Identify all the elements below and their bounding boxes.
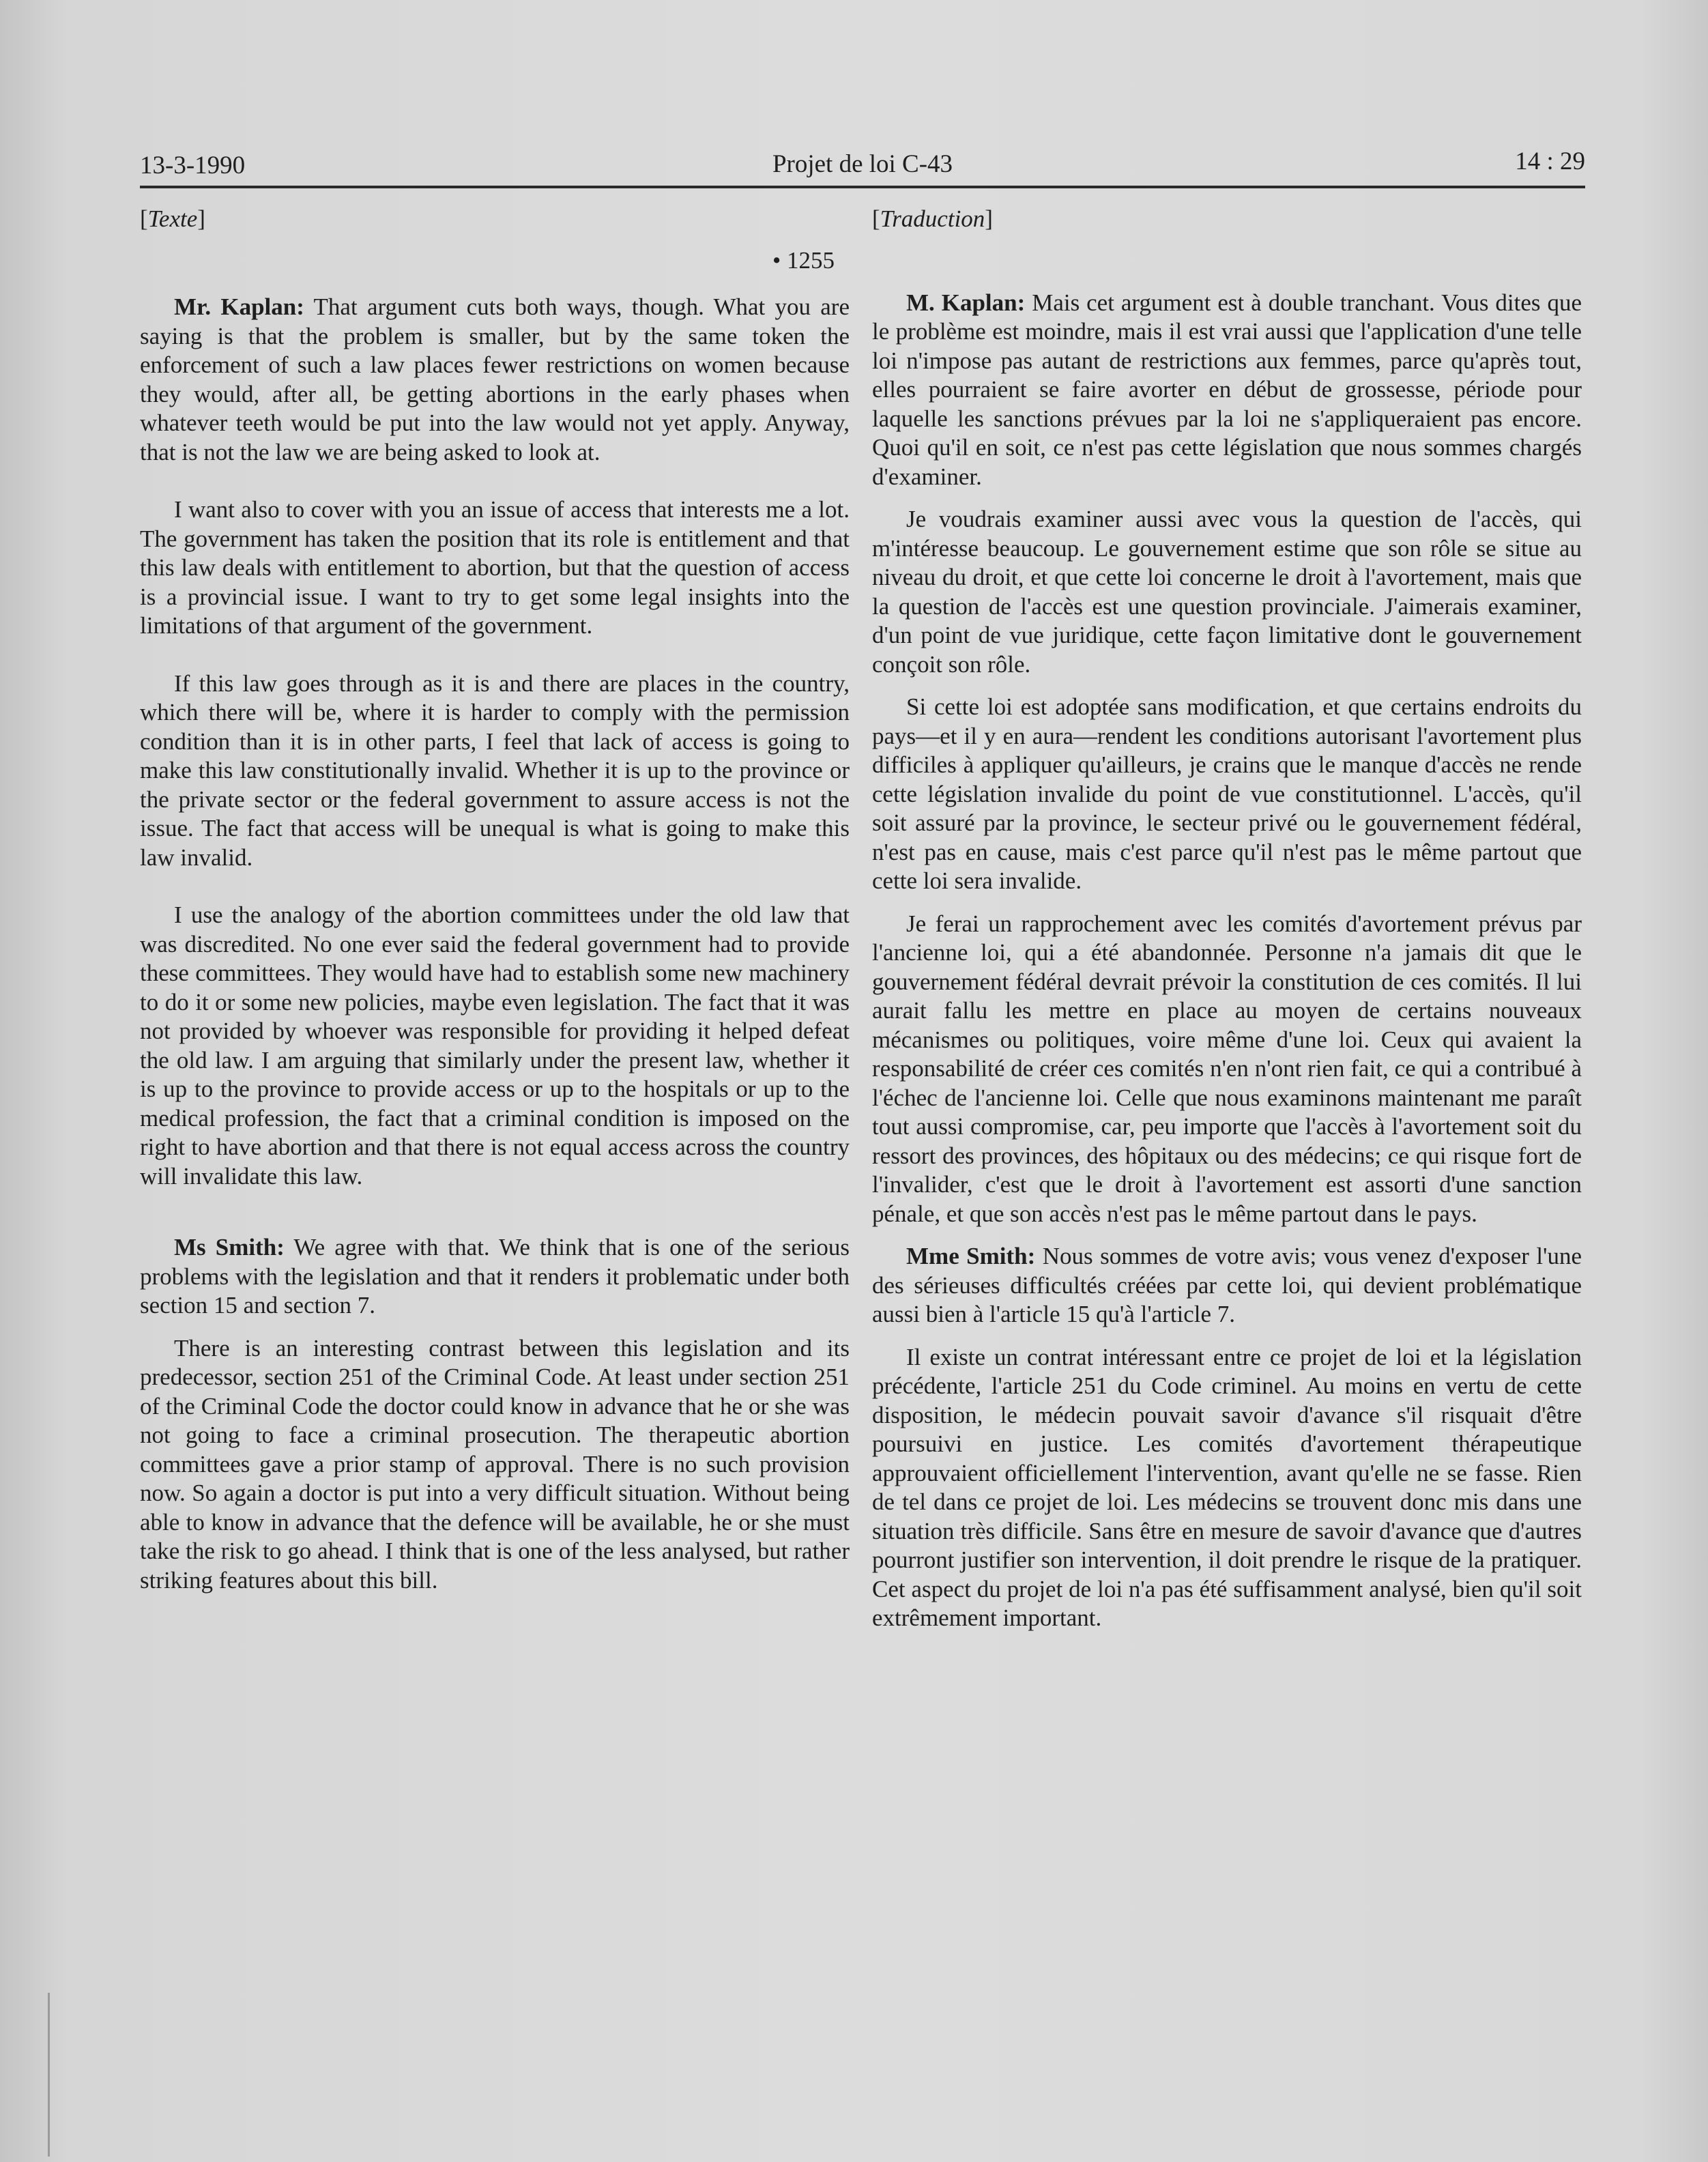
paragraph-text: If this law goes through as it is and there are places in the country, which there will be, where it is harder to comply with the permission condition than it is in other parts, I feel that lack of access is going to make this law constitutionally invalid. Whether it is up to the province or the private sector or the federal government to assure access is not the issue. The fact that access will be unequal is what is going to make this law invalid. xyxy=(140,669,850,871)
paragraph xyxy=(140,1334,850,1596)
speaker-name: Mr. Kaplan: xyxy=(174,293,304,320)
paragraph-text: Si cette loi est adoptée sans modification, et que certains endroits du pays—et il y en aura—rendent les conditions autorisant l'avortement plus difficiles à appliquer qu'ailleurs, je crains que le manque d'accès ne rende cette législation invalide du point de vue constitutionnel. L'accès, qu'il soit assuré par la province, le secteur privé ou le gouvernement fédéral, n'est pas en cause, mais c'est parce qu'il n'est pas le même partout que cette loi sera invalide. xyxy=(872,693,1582,894)
column-label: [Texte] xyxy=(140,205,205,232)
paragraph-text: Je voudrais examiner aussi avec vous la question de l'accès, qui m'intéresse beaucoup. Le gouvernement estime que son rôle se situe au niveau du droit, et que cette loi concerne le droit à l'avortement, mais que la question de l'accès est une question provinciale. J'aimerais examiner, d'un point de vue juridique, cette façon limitative dont le gouvernement conçoit son rôle. xyxy=(872,506,1582,678)
paragraph xyxy=(872,910,1582,1229)
paragraph-text: Il existe un contrat intéressant entre ce projet de loi et la législation précédente, l'article 251 du Code criminel. Au moins en vertu de cette disposition, le médecin pouvait savoir d'avance s'il risquait d'être poursuivi en justice. Les comités d'avortement thérapeutique approuvaient officiellement l'intervention, avant qu'elle ne se fasse. Rien de tel dans ce projet de loi. Les médecins se trouvent donc mis dans une situation très difficile. Sans être en mesure de savoir d'avance que d'autres pourront justifier son intervention, il doit prendre le risque de la pratiquer. Cet aspect du projet de loi n'a pas été suffisamment analysé, bien qu'il soit extrêmement important. xyxy=(872,1343,1582,1631)
paragraph xyxy=(140,1233,850,1321)
paragraph-text: Je ferai un rapprochement avec les comités d'avortement prévus par l'ancienne loi, qui a été abandonnée. Personne n'a jamais dit que le gouvernement fédéral devrait prévoir la constitution de ces comités. Il lui aurait fallu les mettre en place au moyen de certains nouveaux mécanismes ou politiques, voire même d'une loi. Ceux qui avaient la responsabilité de créer ces comités n'en n'ont rien fait, ce qui a contribué à l'échec de l'ancienne loi. Celle que nous examinons maintenant me paraît tout aussi compromise, car, peu importe que l'accès à l'avortement soit du ressort des provinces, des hôpitaux ou des médecins; ce qui risque fort de l'invalider, c'est que le droit à l'avortement est assorti d'une sanction pénale, et que son accès n'est pas le même partout dans le pays. xyxy=(872,910,1582,1227)
paragraph xyxy=(872,693,1582,896)
left-column xyxy=(140,205,850,1595)
column-label: [Traduction] xyxy=(872,205,993,232)
page-header xyxy=(140,145,1585,188)
paragraph-text: Nous sommes de votre avis; vous venez d'exposer l'une des sérieuses difficultés créées par cette loi, qui devient problématique aussi bien à l'article 15 qu'à l'article 7. xyxy=(872,1243,1582,1327)
paragraph-text: I use the analogy of the abortion committees under the old law that was discredited. No one ever said the federal government had to provide these committees. They would have had to establish some new machinery to do it or some new policies, maybe even legislation. The fact that it was not provided by whoever was responsible for providing it helped defeat the old law. I am arguing that similarly under the present law, whether it is up to the province to provide access or up to the hospitals or up to the medical profession, the fact that a criminal condition is imposed on the right to have abortion and that there is not equal access across the country will invalidate this law. xyxy=(140,902,850,1190)
paragraph xyxy=(140,901,850,1191)
right-column xyxy=(872,205,1582,1633)
paragraph xyxy=(140,293,850,467)
paragraph xyxy=(872,505,1582,679)
paragraph xyxy=(872,289,1582,492)
paragraph-text: That argument cuts both ways, though. What you are saying is that the problem is smaller, but by the same token the enforcement of such a law places fewer restrictions on women because they would, after all, be getting abortions in the early phases when whatever teeth would be put into the law would not yet apply. Anyway, that is not the law we are being asked to look at. xyxy=(140,293,850,465)
header-page-number: 14 : 29 xyxy=(1515,147,1585,175)
speaker-name: Ms Smith: xyxy=(174,1234,285,1260)
header-date: 13-3-1990 xyxy=(140,152,246,179)
paragraph-text: I want also to cover with you an issue of access that interests me a lot. The government has taken the position that its role is entitlement and that this law deals with entitlement to abortion, but that the question of access is a provincial issue. I want to try to get some legal insights into the limitations of that argument of the government. xyxy=(140,496,850,639)
paragraph xyxy=(872,1242,1582,1329)
margin-mark xyxy=(48,1993,50,2157)
paragraph-text: There is an interesting contrast between this legislation and its predecessor, section 251 of the Criminal Code. At least under section 251 of the Criminal Code the doctor could know in advance that he or she was not going to face a criminal prosecution. The therapeutic abortion committees gave a prior stamp of approval. There is no such provision now. So again a doctor is put into a very difficult situation. Without being able to know in advance that the defence will be available, he or she must take the risk to go ahead. I think that is one of the less analysed, but rather striking features about this bill. xyxy=(140,1334,850,1594)
speaker-name: M. Kaplan: xyxy=(906,289,1026,316)
speaker-name: Mme Smith: xyxy=(906,1243,1036,1269)
paragraph-text: Mais cet argument est à double tranchant. Vous dites que le problème est moindre, mais il est vrai aussi que l'application d'une telle loi n'impose pas autant de restrictions aux femmes, parce qu'après tout, elles pourraient se faire avorter en début de grossesse, période pour laquelle les sanctions prévues par la loi ne s'appliqueraient pas encore. Quoi qu'il en soit, ce n'est pas cette législation que nous sommes chargés d'examiner. xyxy=(872,289,1582,490)
paragraph xyxy=(140,495,850,641)
paragraph-text: We agree with that. We think that is one of the serious problems with the legislation and that it renders it problematic under both section 15 and section 7. xyxy=(140,1234,850,1318)
paragraph xyxy=(140,669,850,873)
header-title: Projet de loi C-43 xyxy=(772,150,953,178)
paragraph xyxy=(872,1343,1582,1633)
time-marker: • 1255 xyxy=(772,246,835,274)
